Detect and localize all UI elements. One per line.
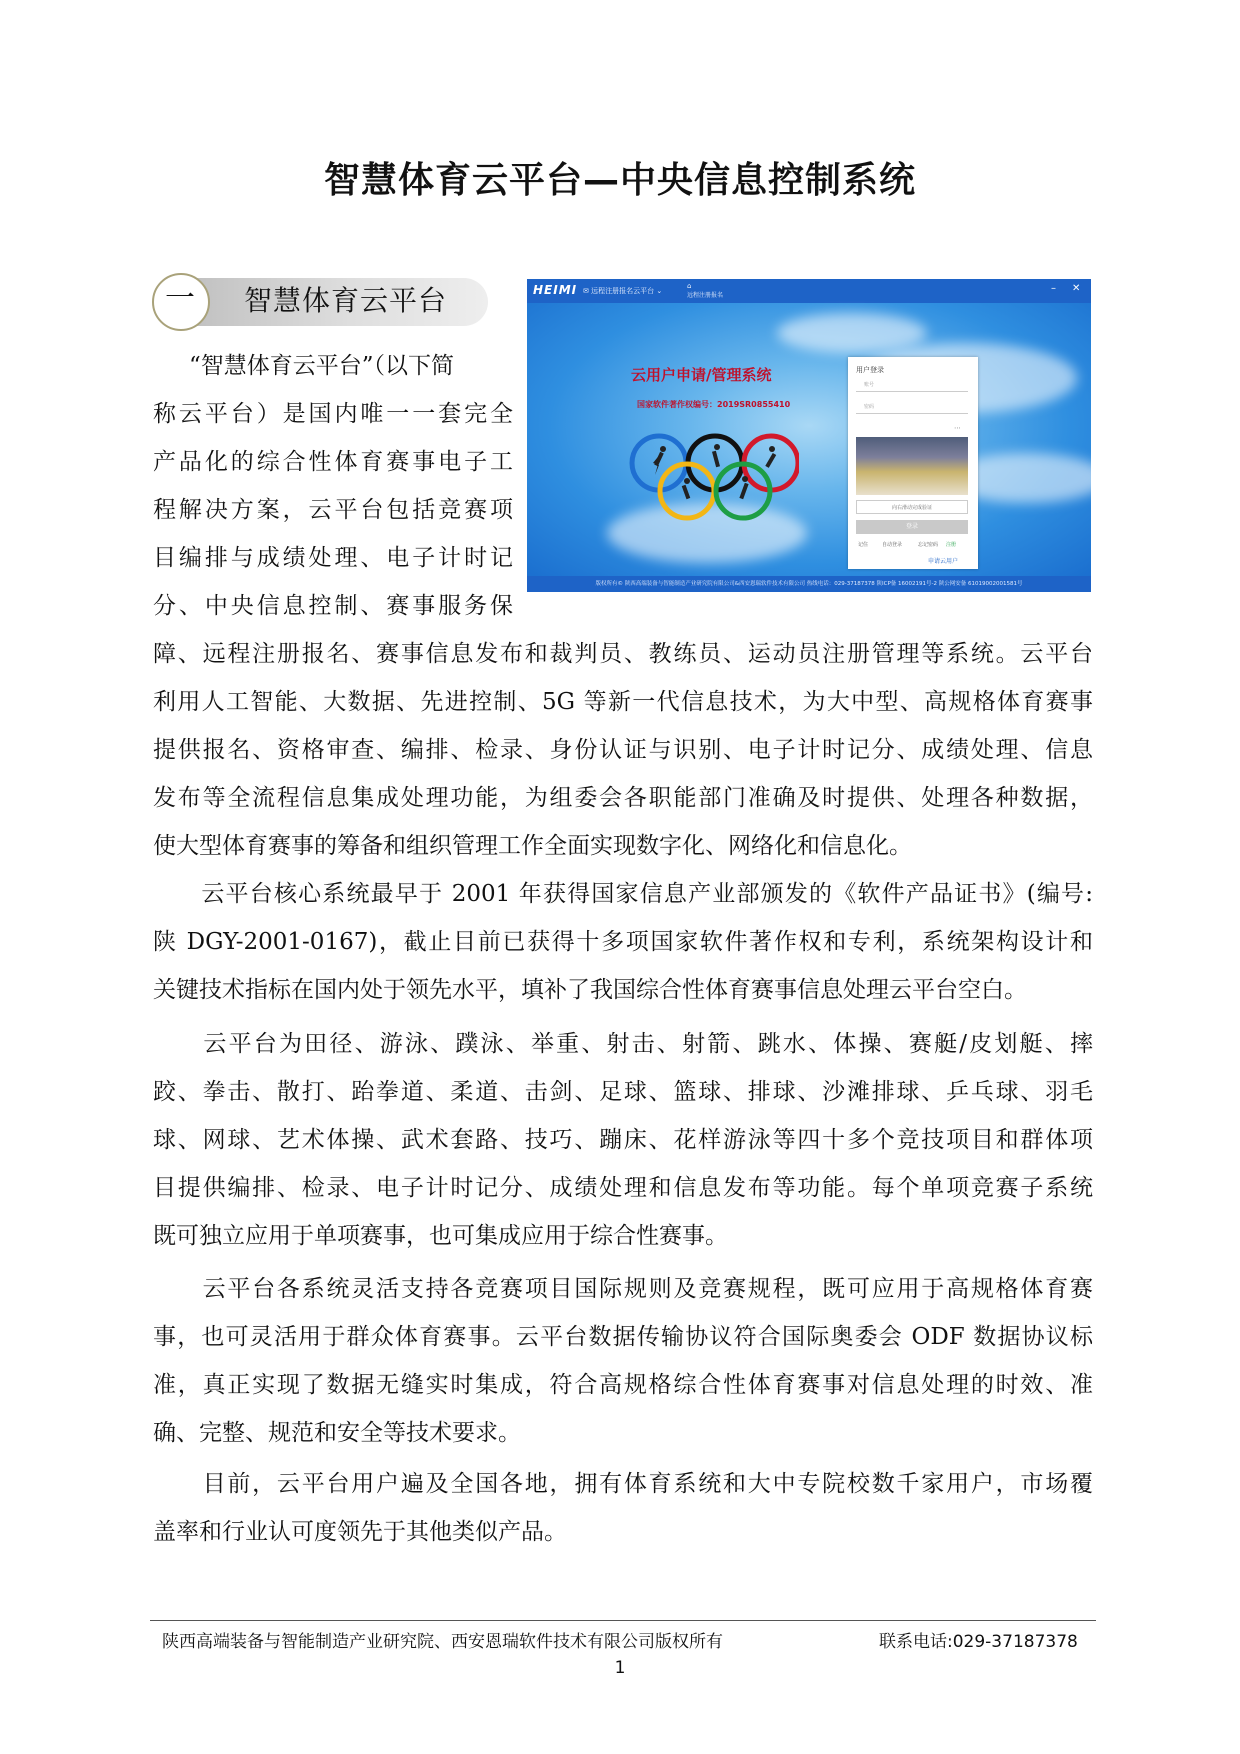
close-icon: ✕ [1072,283,1081,294]
text-line: 分、中央信息控制、赛事服务保 [153,593,513,619]
text-line: 关键技术指标在国内处于领先水平，填补了我国综合性体育赛事信息处理云平台空白。 [153,977,1027,1003]
text-line: 产品化的综合性体育赛事电子工 [153,449,513,475]
auto-login-checkbox[interactable]: 自动登录 [882,542,903,548]
footer-contact: 联系电话:029-37187378 [879,1632,1078,1652]
paragraph-history [153,870,1093,1014]
olympic-rings-logo [629,429,799,539]
text-line: 陕 DGY-2001-0167)，截止目前已获得十多项国家软件著作权和专利，系统架构设计和 [153,929,1093,955]
text-line: 发布等全流程信息集成处理功能，为组委会各职能部门准确及时提供、处理各种数据， [153,785,1093,811]
apply-account-link[interactable]: 申请云用户 [928,558,959,565]
paragraph-users [153,1460,1093,1556]
text-line: 障、远程注册报名、赛事信息发布和裁判员、教练员、运动员注册管理等系统。云平台 [153,641,1093,667]
text-line: 球、网球、艺术体操、武术套路、技巧、蹦床、花样游泳等四十多个竞技项目和群体项 [153,1127,1093,1153]
text-line: 云平台各系统灵活支持各竞赛项目国际规则及竞赛规程，既可应用于高规格体育赛 [153,1276,1093,1302]
login-panel [848,357,978,569]
tab-registration-cloud: ✉ 远程注册报名云平台 ⌄ [583,287,663,295]
footer-divider [150,1620,1096,1621]
paragraph-intro-narrow [153,342,513,630]
tab-label: 远程注册报名云平台 [591,287,655,295]
minimize-icon: – [1051,283,1056,294]
text-line: 确、完整、规范和安全等技术要求。 [153,1420,521,1446]
section-heading: 智慧体育云平台 [244,284,448,317]
text-line: 目编排与成绩处理、电子计时记 [153,545,513,571]
paragraph-sports [153,1020,1093,1260]
paragraph-intro-wide [153,630,1093,870]
text-line: 准，真正实现了数据无缝实时集成，符合高规格综合性体育赛事对信息处理的时效、准 [153,1372,1093,1398]
text-line: 提供报名、资格审查、编排、检录、身份认证与识别、电子计时记分、成绩处理、信息 [153,737,1093,763]
text-line: 既可独立应用于单项赛事，也可集成应用于综合性赛事。 [153,1223,728,1249]
text-line: 使大型体育赛事的筹备和组织管理工作全面实现数字化、网络化和信息化。 [153,833,912,859]
password-input[interactable]: 密码 [856,401,968,414]
text-line: 利用人工智能、大数据、先进控制、5G 等新一代信息技术，为大中型、高规格体育赛事 [153,689,1093,715]
slider-verification[interactable]: 向右滑动完成验证 [856,500,968,514]
username-input[interactable]: 账号 [856,379,968,392]
forgot-password-link[interactable]: 忘记密码 [918,542,939,548]
text-line: 程解决方案，云平台包括竞赛项 [153,497,513,523]
page-number: 1 [614,1658,626,1678]
app-titlebar [527,279,1091,303]
document-title: 智慧体育云平台—中央信息控制系统 [323,160,916,201]
footer-owner: 陕西高端装备与智能制造产业研究院、西安恩瑞软件技术有限公司版权所有 [162,1632,723,1652]
platform-screenshot [527,279,1091,592]
text-line: 云平台为田径、游泳、蹼泳、举重、射击、射箭、跳水、体操、赛艇/皮划艇、摔 [153,1031,1093,1057]
text-line: 云平台核心系统最早于 2001 年获得国家信息产业部颁发的《软件产品证书》(编号: [153,881,1093,907]
text-line: 跤、拳击、散打、跆拳道、柔道、击剑、足球、篮球、排球、沙滩排球、乒乓球、羽毛 [153,1079,1093,1105]
login-title: 用户登录 [856,366,884,374]
paragraph-standards [153,1265,1093,1457]
text-line: 盖率和行业认可度领先于其他类似产品。 [153,1519,567,1545]
login-button[interactable]: 登录 [856,520,968,534]
heimi-logo: HEIMI [533,283,578,297]
advert-photo [856,437,968,495]
refresh-icon[interactable]: ⋯ [954,424,961,432]
text-line: 称云平台）是国内唯一一套完全 [153,401,513,427]
section-header [152,273,490,331]
register-link[interactable]: 注册 [946,542,957,548]
system-title: 云用户申请/管理系统 [631,366,772,384]
text-line: 目提供编排、检录、电子计时记分、成绩处理和信息发布等功能。每个单项竞赛子系统 [153,1175,1093,1201]
copyright-number: 国家软件著作权编号：2019SR0855410 [637,400,791,409]
tab-registration: 远程注册报名 [687,292,724,299]
login-background [527,303,1091,576]
app-statusbar: 版权所有© 陕西高端装备与智能制造产业研究院有限公司&西安恩瑞软件技术有限公司 热线电话：029-37187378 陕ICP备 16002191号-2 陕公网安备 61019002001581号 [527,576,1091,592]
text-line: 目前，云平台用户遍及全国各地，拥有体育系统和大中专院校数千家用户，市场覆 [153,1471,1093,1497]
home-icon: ⌂ [687,282,692,290]
text-line: 事，也可灵活用于群众体育赛事。云平台数据传输协议符合国际奥委会 ODF 数据协议标 [153,1324,1093,1350]
remember-checkbox[interactable]: 记住 [858,542,869,548]
section-number: 一 [165,281,195,316]
text-line: “智慧体育云平台”（以下简 [189,353,455,379]
